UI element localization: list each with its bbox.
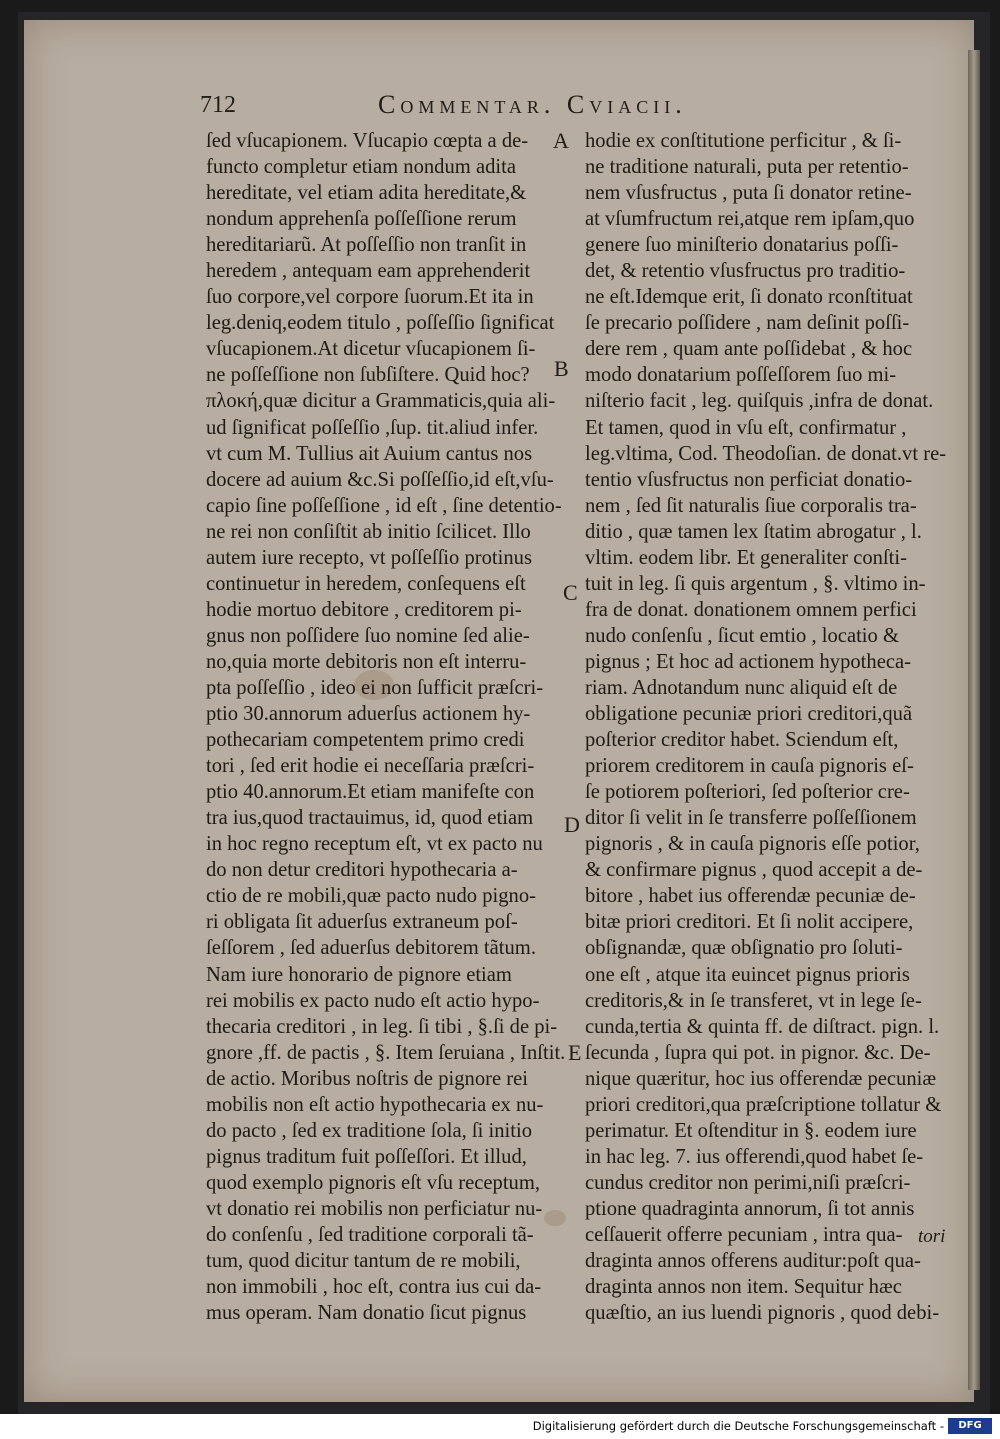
left-column-line: vt cum M. Tullius ait Auium cantus nos <box>206 442 533 465</box>
left-column-line: do conſenſu , ſed traditione corporali tã- <box>206 1223 534 1246</box>
left-column-line: leg.deniq,eodem titulo , poſſeſſio ſignificat <box>206 312 555 335</box>
right-column-line: ditio , quæ tamen lex ſtatim abrogatur , l. <box>585 520 922 543</box>
left-column-line: capio ſine poſſeſſione , id eſt , ſine detentio- <box>206 494 562 517</box>
page-edge <box>968 50 980 1390</box>
left-column-line: ne poſſeſſione non ſubſiſtere. Quid hoc? <box>206 364 530 387</box>
right-column-line: genere ſuo miniſterio donatarius poſſi- <box>585 234 899 257</box>
left-column-line: non immobili , hoc eſt, contra ius cui da- <box>206 1276 542 1299</box>
left-column-line: ptio 30.annorum aduerſus actionem hy- <box>206 703 531 726</box>
margin-letter-b: B <box>554 356 569 381</box>
left-column-line: vſucapionem.At dicetur vſucapionem ſi- <box>206 338 536 361</box>
left-column-line: hodie mortuo debitore , creditorem pi- <box>206 598 522 621</box>
left-column-line: hereditariarũ. At poſſeſſio non tranſit in <box>206 234 527 257</box>
right-column-line: tentio vſusfructus non perficiat donatio- <box>585 468 913 491</box>
left-column-line: ſuo corpore,vel corpore ſuorum.Et ita in <box>206 286 534 309</box>
left-text-column <box>206 128 566 1326</box>
left-column-line: nondum apprehenſa poſſeſſione rerum <box>206 208 517 231</box>
right-column-line: ſe potiorem poſteriori, ſed poſterior cre- <box>585 781 910 804</box>
right-column-line: & confirmare pignus , quod accepit a de- <box>585 859 923 882</box>
left-column-line: in hoc regno receptum eſt, vt ex pacto nu <box>206 833 543 856</box>
left-column-line: vt donatio rei mobilis non perficiatur nu- <box>206 1197 543 1220</box>
left-column-line: docere ad auium &c.Si poſſeſſio,id eſt,vſu- <box>206 468 554 491</box>
right-column-line: ceſſauerit offerre pecuniam , intra qua- <box>585 1223 903 1246</box>
right-column-line: dere rem , quam ante poſſidebat , & hoc <box>585 338 913 361</box>
right-column-line: ptione quadraginta annorum, ſi tot annis <box>585 1197 915 1220</box>
left-column-line: tori , ſed erit hodie ei neceſſaria præſcri- <box>206 755 535 778</box>
left-column-line: tum, quod dicitur tantum de re mobili, <box>206 1250 521 1273</box>
right-column-line: quæſtio, an ius luendi pignoris , quod debi- <box>585 1302 940 1325</box>
right-column-line: ditor ſi velit in ſe transferre poſſeſſionem <box>585 807 917 830</box>
right-column-line: hodie ex conſtitutione perficitur , & ſi- <box>585 130 902 152</box>
left-column-line: tra ius,quod tractauimus, id, quod etiam <box>206 807 534 830</box>
margin-letter-d: D <box>564 812 580 837</box>
right-column-line: vltim. eodem libr. Et generaliter conſti- <box>585 546 907 569</box>
left-column-line: ne rei non conſiſtit ab initio ſcilicet. Illo <box>206 520 531 543</box>
right-column-line: det, & retentio vſusfructus pro traditio- <box>585 260 906 283</box>
margin-letter-c: C <box>563 580 578 605</box>
left-column-line: thecaria creditori , in leg. ſi tibi , §.ſi de pi- <box>206 1015 558 1038</box>
right-column-line: leg.vltima, Cod. Theodoſian. de donat.vt re- <box>585 442 947 465</box>
right-column-line: cundus creditor non perimi,niſi præſcri- <box>585 1171 911 1194</box>
right-column-line: ſecunda , ſupra qui pot. in pignor. &c. De- <box>585 1041 931 1064</box>
right-column-line: riam. Adnotandum nunc aliquid eſt de <box>585 676 898 699</box>
right-column-line: nem , ſed ſit naturalis ſiue corporalis tra- <box>585 494 917 517</box>
left-column-line: autem iure recepto, vt poſſeſſio protinus <box>206 546 532 569</box>
margin-letter-e: E <box>568 1040 582 1065</box>
left-column-line: de actio. Moribus noſtris de pignore rei <box>206 1067 528 1090</box>
footer-bar <box>0 1414 1000 1439</box>
left-column-line: ſeſſorem , ſed aduerſus debitorem tãtum. <box>206 937 536 960</box>
right-column-line: fra de donat. donationem omnem perfici <box>585 598 917 621</box>
right-column-line: nudo conſenſu , ſicut emtio , locatio & <box>585 624 899 647</box>
right-column-line: niſterio facit , leg. quiſquis ,infra de donat. <box>585 390 934 413</box>
left-column-line: functo completur etiam nondum adita <box>206 156 516 179</box>
right-column-line: priori creditori,qua præſcriptione tollatur & <box>585 1093 942 1116</box>
right-column-line: perimatur. Et oſtenditur in §. eodem iure <box>585 1119 917 1142</box>
right-column-line: creditoris,& in ſe transferet, vt in lege ſe- <box>585 989 922 1012</box>
left-column-line: Nam iure honorario de pignore etiam <box>206 963 512 986</box>
page-number: 712 <box>200 92 236 118</box>
left-column-line: ri obligata ſit aduerſus extraneum poſ- <box>206 911 518 934</box>
right-column-line: modo donatarium poſſeſſorem ſuo mi- <box>585 364 897 387</box>
left-column-line: rei mobilis ex pacto nudo eſt actio hypo- <box>206 989 540 1012</box>
left-column-line: πλοκή,quæ dicitur a Grammaticis,quia ali- <box>206 390 556 413</box>
left-column-line: gnus non poſſidere ſuo nomine ſed alie- <box>206 624 530 647</box>
right-column-line: nem vſusfructus , puta ſi donator retine- <box>585 182 912 205</box>
right-column-line: bitore , habet ius offerendæ pecuniæ de- <box>585 885 916 908</box>
right-column-line: priorem creditorem in cauſa pignoris eſ- <box>585 755 914 778</box>
left-column-line: pignus traditum fuit poſſeſſori. Et illud, <box>206 1145 527 1168</box>
right-column-line: at vſumfructum rei,atque rem ipſam,quo <box>585 208 915 231</box>
right-column-line: one eſt , atque ita euincet pignus prioris <box>585 963 910 986</box>
right-text-column <box>585 128 965 1326</box>
dfg-logo: DFG <box>948 1418 992 1434</box>
right-column-line: draginta annos offerens auditur:poſt qua- <box>585 1250 921 1273</box>
left-column-line: ſed vſucapionem. Vſucapio cœpta a de- <box>206 130 529 152</box>
left-column-line: do non detur creditori hypothecaria a- <box>206 859 518 882</box>
left-column-line: do pacto , ſed ex traditione ſola, ſi initio <box>206 1119 532 1142</box>
right-column-line: ne traditione naturali, puta per retentio- <box>585 156 909 179</box>
right-column-line: in hac leg. 7. ius offerendi,quod habet ſe- <box>585 1145 924 1168</box>
right-column-line: cunda,tertia & quinta ff. de diſtract. pign. l. <box>585 1015 940 1038</box>
left-column-line: quod exemplo pignoris eſt vſu receptum, <box>206 1171 541 1194</box>
left-column-line: ptio 40.annorum.Et etiam manifeſte con <box>206 781 535 804</box>
margin-letter-a: A <box>553 128 569 153</box>
footer-credit-text: Digitalisierung gefördert durch die Deutsche Forschungsgemeinschaft - <box>532 1419 944 1433</box>
right-column-line: ne eſt.Idemque erit, ſi donato rconſtituat <box>585 286 913 309</box>
left-column-line: hereditate, vel etiam adita hereditate,& <box>206 182 527 205</box>
left-column-line: pothecariam competentem primo credi <box>206 729 525 752</box>
right-column-line: obligatione pecuniæ priori creditori,quã <box>585 703 913 726</box>
right-column-line: draginta annos non item. Sequitur hæc <box>585 1276 902 1299</box>
right-column-line: obſignandæ, quæ obſignatio pro ſoluti- <box>585 937 903 960</box>
left-column-line: ud ſignificat poſſeſſio ,ſup. tit.aliud infer. <box>206 416 539 439</box>
right-column-line: poſterior creditor habet. Sciendum eſt, <box>585 729 899 752</box>
right-column-line: pignus ; Et hoc ad actionem hypotheca- <box>585 650 911 673</box>
catchword: tori <box>918 1226 946 1247</box>
left-column-line: mus operam. Nam donatio ſicut pignus <box>206 1302 527 1325</box>
right-column-line: ſe precario poſſidere , nam deſinit poſſi- <box>585 312 910 335</box>
left-column-line: mobilis non eſt actio hypothecaria ex nu- <box>206 1093 544 1116</box>
left-column-line: ctio de re mobili,quæ pacto nudo pigno- <box>206 885 537 908</box>
left-column-line: pta poſſeſſio , ideo ei non ſufficit præſcri- <box>206 676 544 699</box>
right-column-line: nique quæritur, hoc ius offerendæ pecuniæ <box>585 1067 937 1090</box>
right-column-line: pignoris , & in cauſa pignoris eſſe potior, <box>585 833 920 856</box>
left-column-line: heredem , antequam eam apprehenderit <box>206 260 531 283</box>
left-column-line: gnore ,ff. de pactis , §. Item ſeruiana , Inſtit. <box>206 1041 566 1064</box>
running-head: Commentar. Cviacii. <box>378 90 687 119</box>
right-column-line: tuit in leg. ſi quis argentum , §. vltimo in- <box>585 572 926 595</box>
left-column-line: no,quia morte debitoris non eſt interru- <box>206 650 527 673</box>
right-column-line: bitæ priori creditori. Et ſi nolit accipere, <box>585 911 914 934</box>
right-column-line: Et tamen, quod in vſu eſt, confirmatur , <box>585 416 907 439</box>
left-column-line: continuetur in heredem, conſequens eſt <box>206 572 526 595</box>
